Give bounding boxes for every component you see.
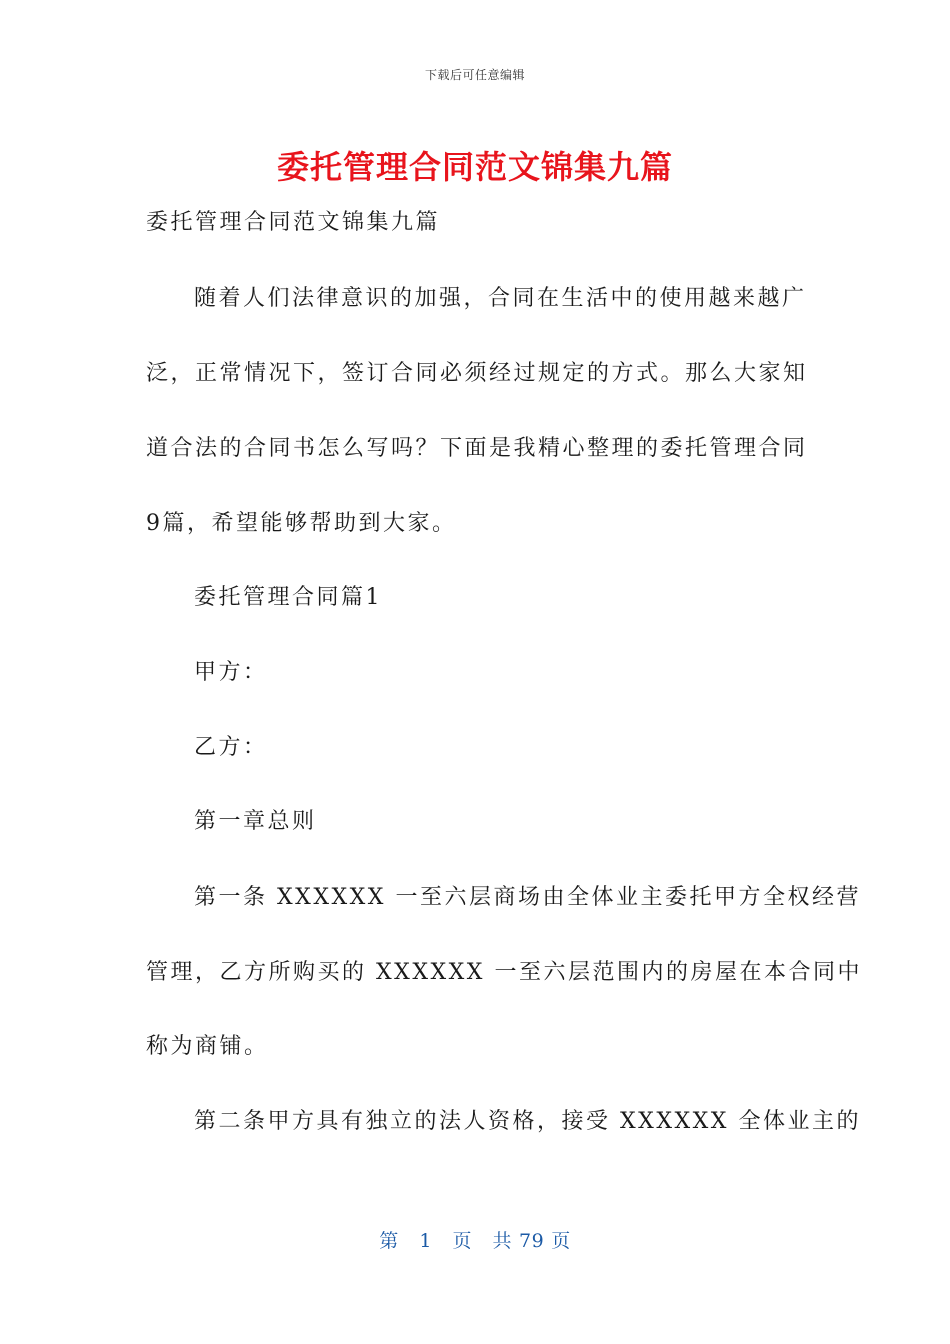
paragraph-line: 道合法的合同书怎么写吗？下面是我精心整理的委托管理合同: [146, 436, 808, 461]
page-total-prefix: 共: [492, 1230, 513, 1252]
page-suffix: 页: [551, 1230, 571, 1252]
header-note: 下载后可任意编辑: [424, 68, 525, 82]
page-mid: 页: [452, 1230, 472, 1252]
paragraph-line: 随着人们法律意识的加强，合同在生活中的使用越来越广: [194, 286, 807, 311]
page-current: 1: [419, 1230, 432, 1252]
document-title: 委托管理合同范文锦集九篇: [276, 148, 673, 186]
paragraph-line: 9篇，希望能够帮助到大家。: [146, 511, 457, 536]
section-heading: 委托管理合同篇1: [194, 585, 382, 610]
party-b-label: 乙方：: [194, 735, 268, 760]
subtitle-line: 委托管理合同范文锦集九篇: [146, 210, 441, 235]
page-number: [0, 1226, 950, 1253]
paragraph-line: 泛，正常情况下，签订合同必须经过规定的方式。那么大家知: [146, 361, 808, 386]
chapter-heading: 第一章总则: [194, 809, 317, 834]
paragraph-line: 第一条 XXXXXX 一至六层商场由全体业主委托甲方全权经营: [194, 885, 861, 910]
paragraph-line: 第二条甲方具有独立的法人资格，接受 XXXXXX 全体业主的: [194, 1109, 861, 1134]
page-total: 79: [519, 1230, 545, 1252]
party-a-label: 甲方：: [194, 660, 268, 685]
page-prefix: 第: [379, 1230, 399, 1252]
paragraph-line: 称为商铺。: [146, 1034, 269, 1059]
paragraph-line: 管理，乙方所购买的 XXXXXX 一至六层范围内的房屋在本合同中: [146, 960, 862, 985]
